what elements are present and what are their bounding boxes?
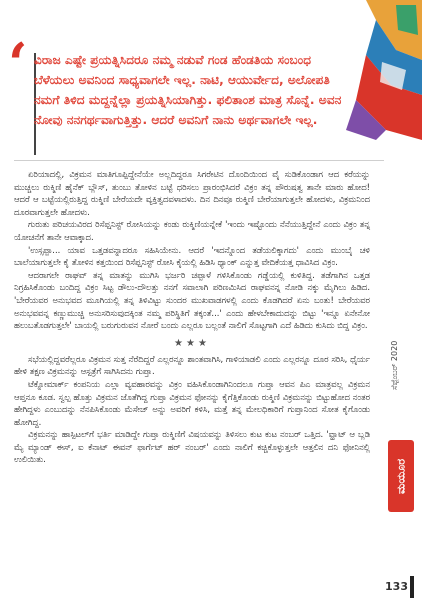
issue-date: ಸೆಪ್ಟೆಂಬರ್ 2020 — [390, 340, 399, 390]
quote-mark-icon: ‘ — [8, 31, 28, 97]
paragraph: ಆದರಾಗಲೇ ರಾಘವ್ ತನ್ನ ಮಾತನ್ನು ಮುಗಿಸಿ ಭರ್ಜರಿ ಚಪ್ಪಾಳೆ ಗಳಿಸಿಕೊಂಡು ಗಡ್ಡೆಯಲ್ಲಿ ಕುಳಿತಿದ್ದ. ತಡೆಗಾಗಿನ ಒತ್ತಡ ನಿಗ್ರಹಿಸಿಕೊಂಡು ಬಂದಿದ್ದ ವಿಕ್ರಂ ಸಿಟ್ಟ ಡೌಲು-ದೌಲತ್ತು ನನಗೆ ಸವಾಲಾಗಿ ಪರಿಣಮಿಸಿದ ರಾಘವನನ್ನ ನೋಡಿ ನಕ್ಕು ಮೈಗಿಲು ಹಿಡಿದ. 'ಬೇರೆಯವರ ಅನುಭವದ ಮೂಗಿಯಲ್ಲಿ ತನ್ನ ತಿಳಿವಿಟ್ಟು ಸುಂದರ ಮುಖವಾಡಗಳಲ್ಲಿ ಎಂದು ಕೊಡಗಿದರೆ ಏನು ಬಂತು! ಬೇರೆಯವರ ಅನುಭವವನ್ನ ಕಣ್ಣುಮುಚ್ಚಿ ಅನುಸರಿಸುವುದಕ್ಕಿಂತ ನಮ್ಮ ಪರಿಸ್ಥಿತಿಗೆ ತಕ್ಕಂತೆ...' ಎಂದು ಹೇಳಬೇಕಾದುದನ್ನು ಬಿಟ್ಟು 'ಇನ್ನೂ ಏನೇನೋ ಹಲುಬತೊಡಗುತ್ತಲೇ' ಬಾಯಲ್ಲಿ ಬರುಗುರುವನ ನೋರೆ ಬಂದು ಎಲ್ಲರೂ ಬಲ್ಲಂತೆ ನಾಲಿಗೆ ಸೊಟ್ಟಗಾಗಿ ಎದೆ ಹಿಡಿದು ಕುಸಿದು ಬಿದ್ದ ವಿಕ್ರಂ. — [14, 269, 370, 331]
magazine-logo: ಮಯೂರ — [388, 440, 414, 512]
page-number: 133 — [385, 580, 408, 593]
page-marker — [410, 576, 414, 598]
pull-quote: ವಿರಾಜ ಎಷ್ಟೇ ಪ್ರಯತ್ನಿಸಿದರೂ ನಮ್ಮ ನಡುವೆ ಗಂಡ ಹೆಂಡತಿಯ ಸಂಬಂಧ ಬೆಳೆಯಲು ಅವನಿಂದ ಸಾಧ್ಯವಾಗಲೇ ಇಲ್ಲ. ನಾಟಿ, ಆಯುರ್ವೇದ, ಅಲೋಪತಿ ನಮಗೆ ತಿಳಿದ ಮದ್ದನ್ನೆಲ್ಲಾ ಪ್ರಯತ್ನಿಸಿಯಾಗಿತ್ತು. ಫಲಿತಾಂಶ ಮಾತ್ರ ಸೊನ್ನೆ. ಅವನ ನೋವು ನನಗರ್ಥವಾಗುತ್ತಿತ್ತು. ಆದರೆ ಅವನಿಗೆ ನಾನು ಅರ್ಥವಾಗಲೇ ಇಲ್ಲ. — [34, 53, 342, 127]
article-body — [14, 168, 370, 466]
paragraph: ಏರಿಯಾದಲ್ಲಿ, ವಿಕ್ರಮನ ಮಾತಿಗೂಪ್ಪಿದ್ದೇನೆಯೇ ಅಲ್ಲದಿದ್ದರೂ ಸಿಗರೇಟಿನ ದೊಂದಿಯಿಂದ ವೈ ಸುಡಿಕೊಂಡಾಗ ಆದ ಕರೆಯನ್ನು ಮುಚ್ಚಲು ರುಕ್ಮಿಣಿ ಹೈನೆಕ್ ಬ್ಲೌಸ್, ತುಂಬು ತೋಳಿನ ಬಟ್ಟೆ ಧರಿಸಲು ಪ್ರಾರಂಭಿಸಿದರೆ ವಿಕ್ರಂ ತನ್ನ ಪೌರುಷತ್ವ ತಾನೇ ಮಾರು ಹೋದ! ಆದರೆ ಆ ಬಟ್ಟೆಯಲ್ಲಿರುತ್ತಿದ್ದ ರುಕ್ಮಿಣಿ ಬೇರೆಯದೇ ವ್ಯಕ್ತಿತ್ವದವಳಾದಳು. ದಿನ ದಿನವೂ ರುಕ್ಮಿಣಿ ಬೇರೆಯಾಗುತ್ತಲೇ ಹೋದಳು, ವಿಕ್ರಮನಿಂದ ದೂರವಾಗುತ್ತಲೇ ಹೋದಳು. — [14, 169, 370, 217]
paragraph: ವಿಕ್ರಮನನ್ನು ಹಾಸ್ಪಿಟಲ್‌ಗೆ ಭರ್ತಿ ಮಾಡಿದ್ದೇ ಗುಪ್ತಾ ರುಕ್ಮಿಣಿಗೆ ವಿಷಯವನ್ನು ತಿಳಿಸಲು ಕುಟ ಕುಟ ನಂಬರ್ ಒತ್ತಿದ. 'ವ್ಹಾಟ್ ಆ ಬ್ಲಡಿ ಮ್ಯೆ ಮ್ಯಾಂಡ್ ಈಸ್, ಐ ಕೆನಾಟ್ ಈವನ್ ಫಾರ್ಗೆಟ್ ಹರ್ ನಂಬರ್' ಎಂದು ನಾಲಿಗೆ ಕಚ್ಚಿಕೊಳ್ಳುತ್ತಲೇ ಆತ್ತಲಿನ ದನಿ ಫೋನಿನಲ್ಲಿ ಉಲಿಯಿತು. — [14, 429, 370, 465]
paragraph: 'ಉಸ್ಸಪ್ಪಾ... ಯಾವ ಒತ್ತಡವನ್ನಾದರೂ ಸಹಿಸಿಯೇನು. ಆದರೆ 'ಇದನ್ನೊಂದ ತಡೆಯಲಿಕ್ಕಾಗದು' ಎಂದು ಮುಂಬೈ ಚಳಿ ಬಾಲೆಯಾಗುತ್ತಲೇ ಕೈ ತೋಳಿನ ಕತ್ತಯಿಂದ ರಿಸೆಪ್ಷನಿಸ್ಟ್ ರೋಸಿ ಕೈಯಲ್ಲಿ ಹಿಡಿಸಿ ಥ್ಯಾಂಕ್ ಎನ್ನುತ್ತ ವೇದಿಕೆಯತ್ತ ಧಾವಿಸಿದ ವಿಕ್ರಂ. — [14, 244, 370, 268]
paragraph: ಟೆಕ್ನೋಮಾರ್ಕ್ ಕಂಪನಿಯ ಎಲ್ಲಾ ವ್ಯವಹಾರವನ್ನು ವಿಕ್ರಂ ವಹಿಸಿಕೊಂಡಾಗಿನಿಂದಲೂ ಗುಪ್ತಾ ಆವನ ಪಿಎ ಮಾತ್ರವಲ್ಲ ವಿಕ್ರಮನ ಆಪ್ತನೂ ಕೂಡ. ಸ್ವಲ್ಪ ಹೊತ್ತು ವಿಕ್ರಮನ ಜೊತೆಗಿದ್ದ ಗುಪ್ತಾ ವಿಕ್ರಮನ ಫೋನನ್ನು ಕೈಗೆತ್ತಿಕೊಂಡು ರುಕ್ಮಿಣಿ ವಿಕ್ರಮನನ್ನು ಬಿಟ್ಟುಹೋದ ನಂತರ ಹೇಗಿದ್ದಳು ಎಂಬುದನ್ನು ನೆನಪಿಸಿಕೊಂಡು ಮೆಸೇಜ್ ಅನ್ನು ಅವರಿಗೆ ಕಳಿಸಿ, ಮತ್ತೆ ತನ್ನ ಮೇಲಧಿಕಾರಿಗೆ ಗುಪ್ತಾನಿಂದ ಸೋತ ಕೈಗೊಂಡು ಹೋಗಿದ್ದ. — [14, 378, 370, 427]
decorative-illustration — [336, 0, 422, 140]
divider — [14, 160, 384, 161]
section-separator: ★★★ — [174, 337, 210, 349]
paragraph: ಸಭೆಯಲ್ಲಿದ್ದವರೆಲ್ಲರೂ ವಿಕ್ರಮನ ಸುತ್ತ ನೆರೆದಿದ್ದರೆ ಎಲ್ಲರನ್ನೂ ಶಾಂತವಾಗಿಸಿ, ಗಾಳಿಯಾಡಲಿ ಎಂದು ಎಲ್ಲರನ್ನೂ ದೂರ ಸರಿಸಿ, ಧೈರ್ಯ ಹೇಳಿ ತಕ್ಷಣ ವಿಕ್ರಮನನ್ನು ಆಸ್ಪತ್ರೆಗೆ ಸಾಗಿಸಿದನು ಗುಪ್ತಾ. — [14, 353, 370, 377]
paragraph: ಗುರುತು ಪರಿಚಯವಿರದ ರಿಸೆಪ್ಷನಿಸ್ಟ್ ರೋಸಿಯನ್ನು ಕಂಡು ರುಕ್ಮಿಣಿಯನ್ನೇಕೆ 'ಇಂದು ಇಷ್ಟೊಂದು ನೆನೆಯುತ್ತಿದ್ದೇನೆ ಎಂದು ವಿಕ್ರಂ ತನ್ನ ಯೋಚನೆಗೆ ತಾನೇ ಆವಾಕ್ಕಾದ. — [14, 219, 370, 242]
